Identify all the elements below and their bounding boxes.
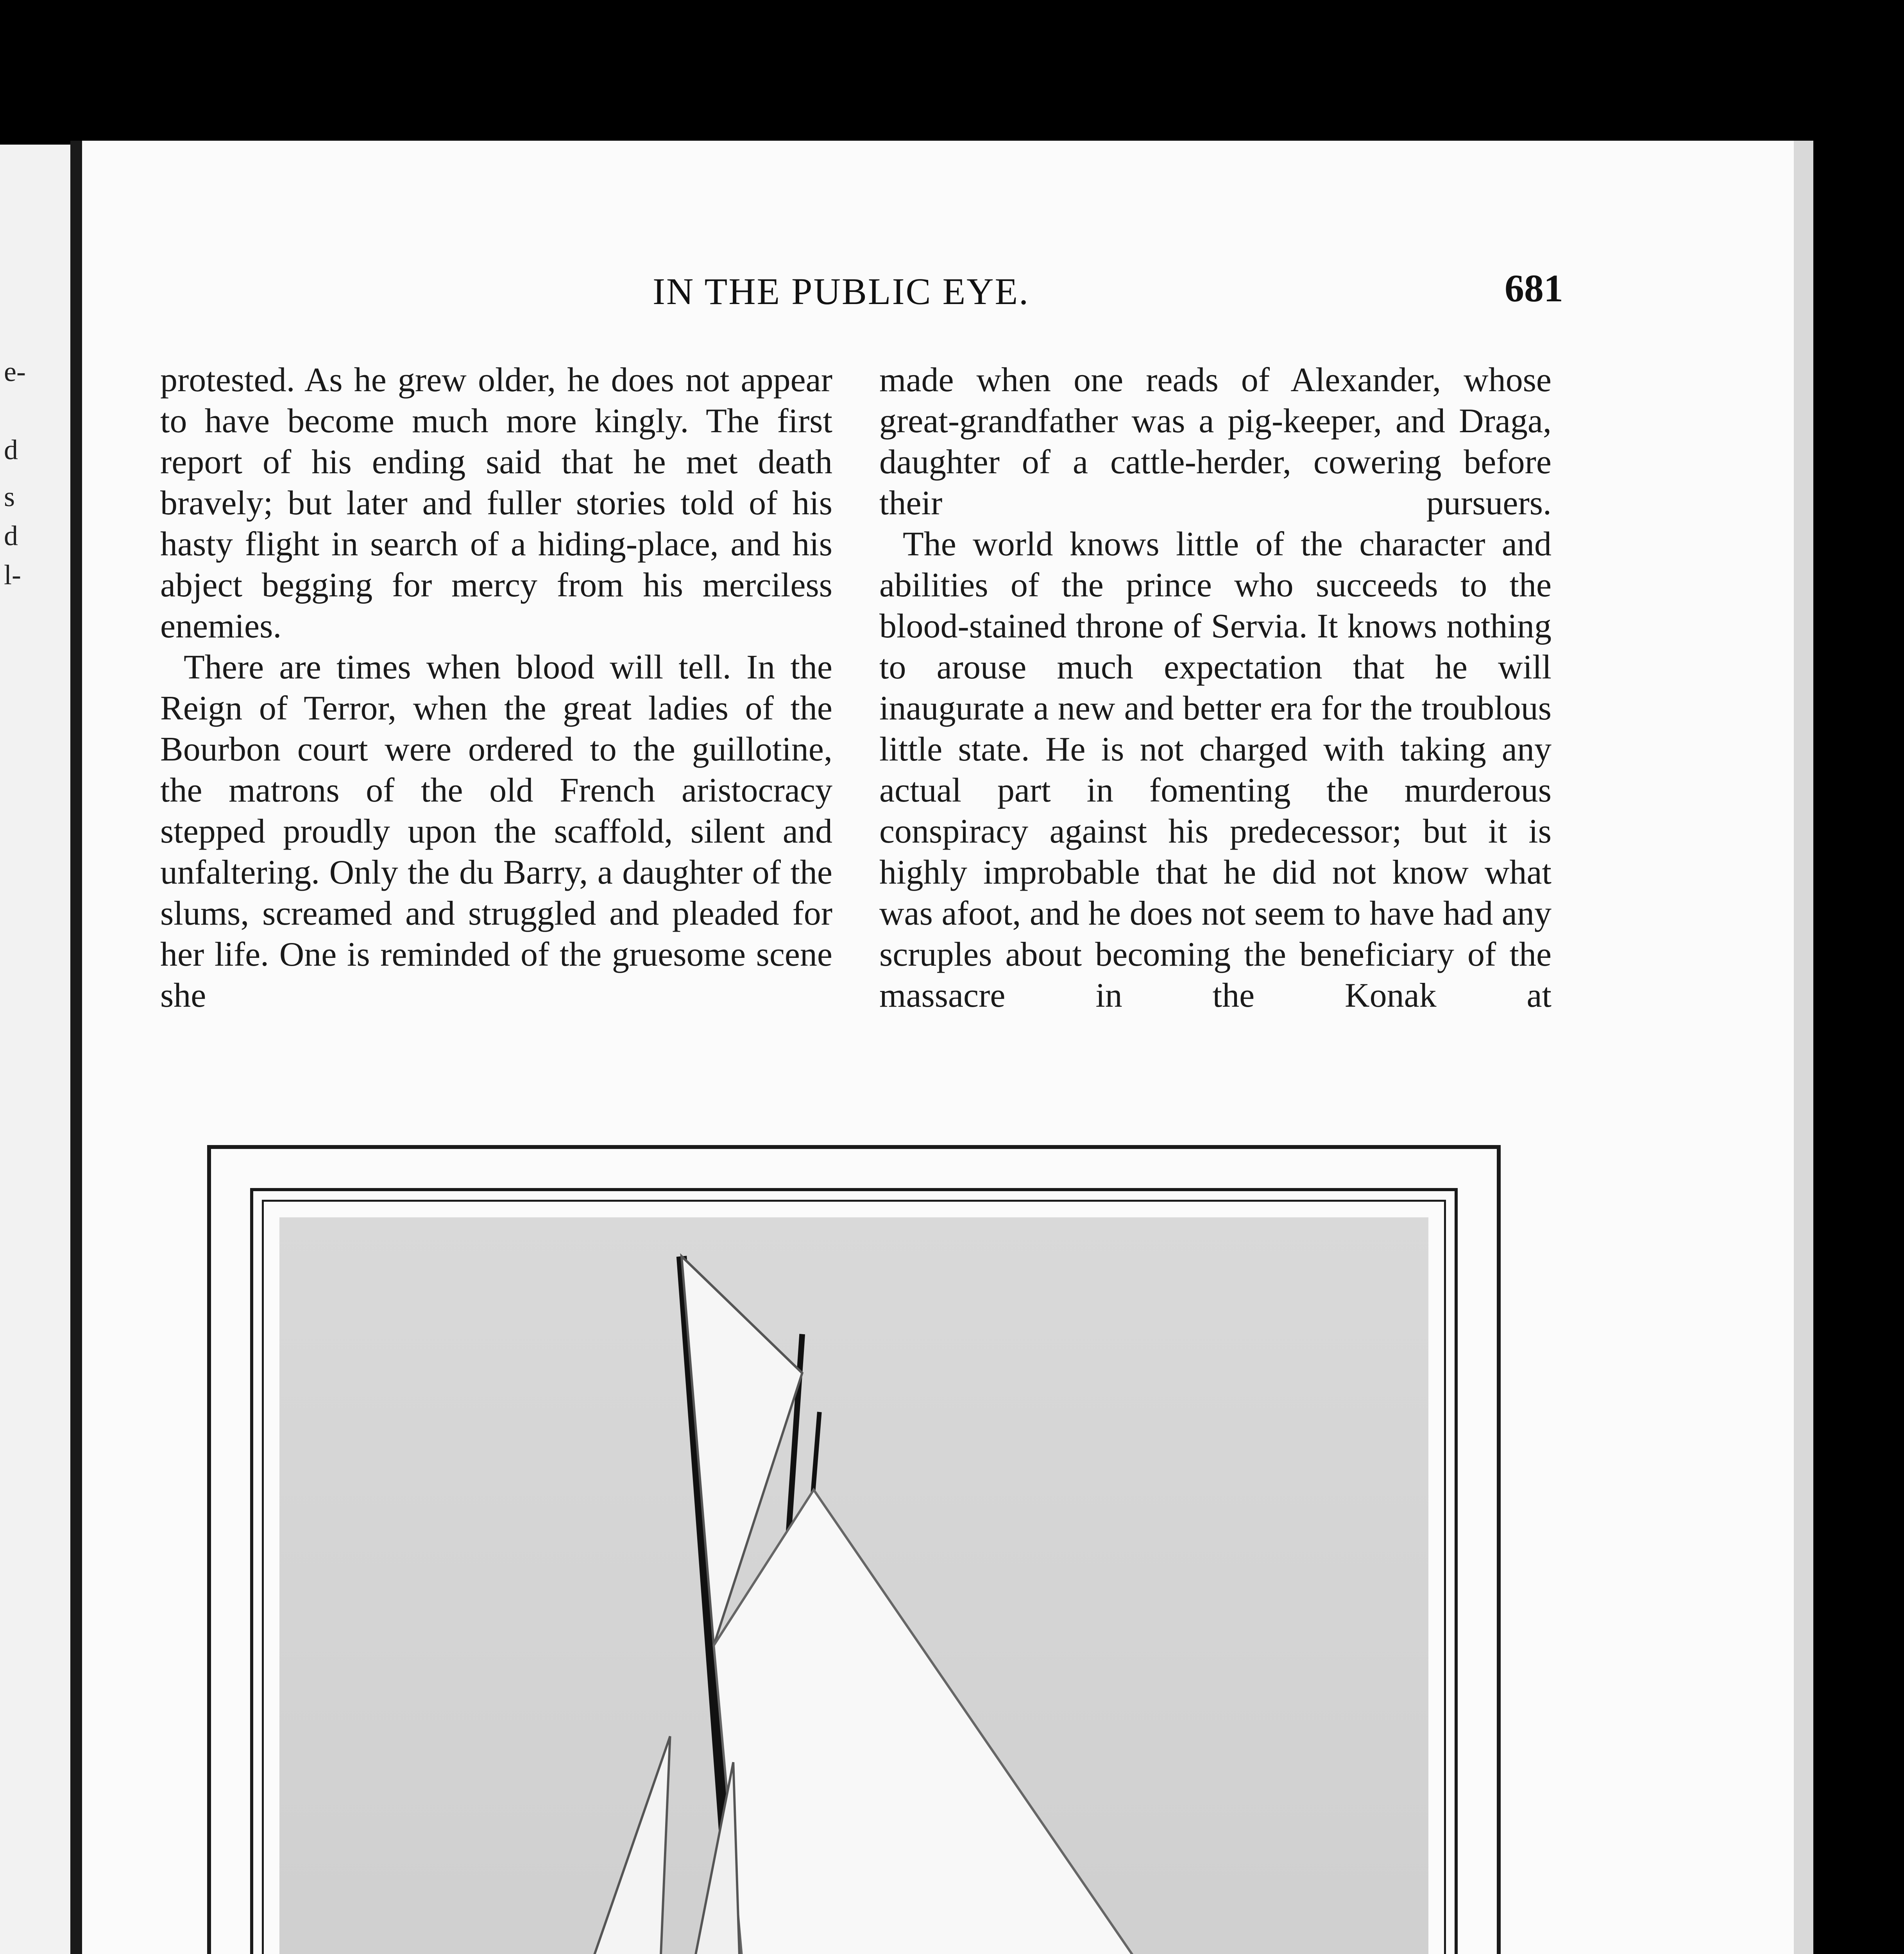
paragraph: made when one reads of Alexander, whose great-grandfather was a pig-keeper, and Draga, daughter of a cattle-herder, cowering before their pursuers. [879,361,1551,522]
page-edge [1794,141,1813,1954]
sailboat-illustration [279,1217,1428,1954]
figure-rule [262,1200,1446,1954]
yacht-photograph [279,1217,1428,1954]
margin-fragment: e- [4,356,26,387]
margin-fragment: d [4,434,18,465]
figure-frame [207,1145,1501,1954]
paragraph: The world knows little of the character and abilities of the prince who succeeds to the blood-stained throne of Servia. It knows nothing to arouse much expectation that he will inaugurate a new and better era for the troublous little state. He is not charged with taking any actual part in fomenting the murderous conspiracy against his predecessor; but it is highly improbable that he did not know what was afoot, and he does not seem to have had any scruples about becoming the beneficiary of the massacre in the Konak at [879,525,1551,1015]
text-column-right [879,360,1551,1016]
margin-fragment: s [4,481,15,512]
adjacent-page-strip [0,145,70,1954]
book-gutter [70,141,82,1954]
text-column-left [160,360,832,1016]
margin-fragment: d [4,520,18,551]
page-number: 681 [1505,267,1563,310]
margin-fragment: l- [4,559,21,590]
page [82,141,1794,1954]
paragraph: There are times when blood will tell. In the Reign of Terror, when the great ladies of the Bourbon court were ordered to the guillotine, the matrons of the old French aristocracy stepped proudly upon the scaffold, silent and unfaltering. Only the du Barry, a daughter of the slums, screamed and struggled and pleaded for her life. One is reminded of the gruesome scene she [160,648,832,1015]
figure-inner-border [250,1188,1458,1954]
paragraph: protested. As he grew older, he does not appear to have become much more kingly. The first report of his ending said that he met death bravely; but later and fuller stories told of his hasty flight in search of a hiding-place, and his abject begging for mercy from his merciless enemies. [160,361,832,645]
running-head: IN THE PUBLIC EYE. [653,270,1030,312]
